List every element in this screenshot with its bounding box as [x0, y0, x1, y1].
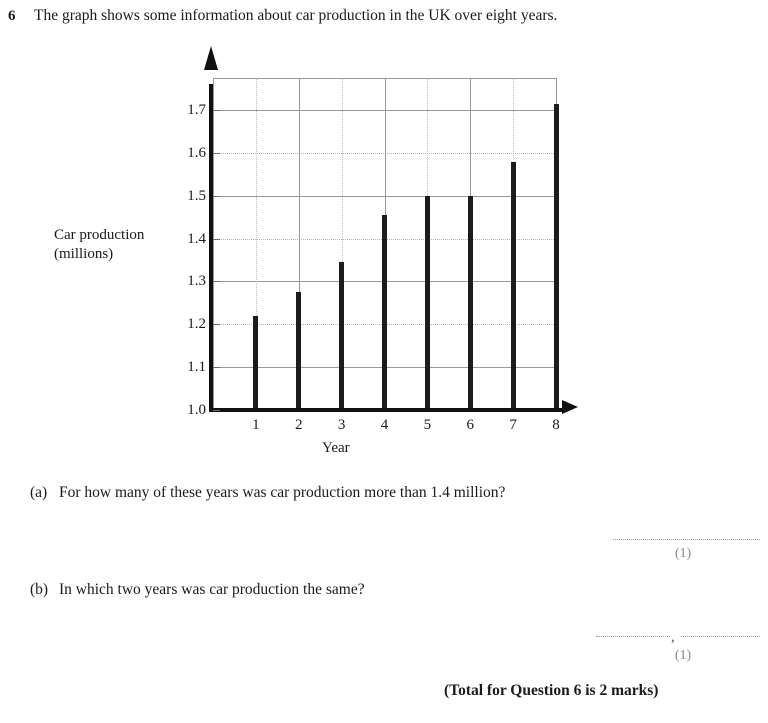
part-b-answer-separator: , — [671, 629, 675, 645]
bar — [468, 196, 473, 410]
question-header — [0, 6, 768, 30]
y-axis-tick-mark — [213, 196, 220, 197]
bar — [511, 162, 516, 410]
y-axis-tick-mark — [213, 239, 220, 240]
y-axis-tick-label: 1.1 — [187, 359, 206, 376]
x-axis-tick-label: 1 — [252, 417, 260, 433]
bar — [382, 215, 387, 410]
x-axis-tick-label: 7 — [509, 417, 517, 433]
y-axis-title-line1: Car production — [54, 227, 145, 243]
part-b-marks: (1) — [674, 648, 692, 663]
part-b-answer-field-1[interactable] — [596, 636, 670, 637]
question-number: 6 — [8, 8, 16, 24]
part-b-answer-field-2[interactable] — [681, 636, 760, 637]
x-axis-tick-label: 4 — [380, 417, 389, 433]
part-a-answer-field[interactable] — [613, 539, 760, 540]
y-axis-line — [209, 84, 213, 412]
y-axis-tick-label: 1.3 — [187, 273, 206, 290]
part-a-marker: (a) — [30, 484, 48, 501]
question-total-marks: (Total for Question 6 is 2 marks) — [444, 682, 659, 699]
x-axis-title: Year — [322, 440, 350, 456]
gridline-vertical — [213, 78, 214, 410]
bar — [554, 104, 559, 410]
x-axis-arrow-icon — [562, 400, 578, 414]
y-axis-tick-label: 1.7 — [187, 102, 206, 119]
bar — [339, 262, 344, 410]
x-axis-tick-label: 5 — [423, 417, 432, 433]
y-axis-title-line2: (millions) — [54, 246, 114, 262]
y-axis-tick-mark — [213, 110, 220, 111]
bar — [425, 196, 430, 410]
y-axis-tick-label: 1.2 — [187, 316, 206, 333]
question-stem: The graph shows some information about car production in the UK over eight years. — [34, 7, 558, 24]
plot-area — [213, 78, 556, 410]
bar-chart — [0, 34, 768, 464]
part-a-marks: (1) — [674, 546, 692, 561]
y-axis-ticks — [160, 34, 206, 464]
x-axis-tick-label: 2 — [295, 417, 303, 433]
y-axis-tick-label: 1.5 — [187, 187, 206, 204]
x-axis-tick-label: 8 — [552, 417, 560, 433]
bar — [296, 292, 301, 410]
y-axis-arrow-icon — [204, 46, 218, 70]
y-axis-tick-label: 1.0 — [187, 402, 206, 418]
y-axis-tick-label: 1.4 — [187, 230, 206, 247]
bar — [253, 316, 258, 410]
x-axis-line — [209, 408, 564, 412]
y-axis-tick-mark — [213, 153, 220, 154]
part-a-text: For how many of these years was car production more than 1.4 million? — [59, 484, 506, 501]
y-axis-tick-label: 1.6 — [187, 144, 206, 161]
y-axis-tick-mark — [213, 281, 220, 282]
y-axis-tick-mark — [213, 367, 220, 368]
y-axis-tick-mark — [213, 324, 220, 325]
part-b-text: In which two years was car production the same? — [59, 581, 365, 598]
x-axis-tick-label: 6 — [466, 417, 474, 433]
y-axis-tick-mark — [213, 410, 220, 411]
part-b-marker: (b) — [30, 581, 49, 598]
x-axis-tick-label: 3 — [337, 417, 346, 433]
